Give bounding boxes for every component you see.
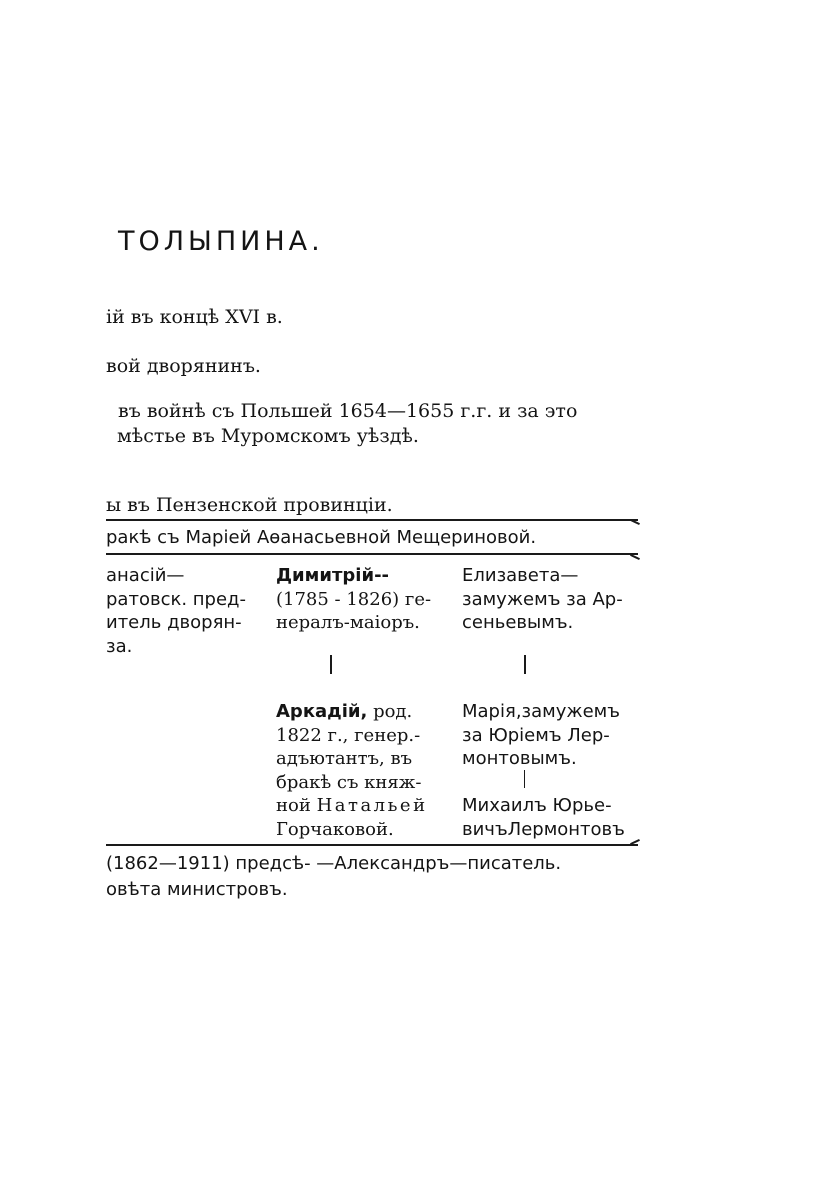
column-line: нералъ-маіоръ.	[276, 612, 420, 633]
column-line: анасій—	[106, 565, 185, 586]
column-afanasy	[106, 564, 246, 658]
descent-line	[524, 655, 526, 674]
column-line: бракѣ съ княж-	[276, 771, 422, 793]
column-line: Михаилъ Юрье-	[462, 795, 612, 816]
column-line: за.	[106, 635, 133, 657]
column-line: монтовымъ.	[462, 748, 577, 769]
text-line-2: вой дворянинъ.	[106, 355, 261, 377]
column-line: замужемъ за Ар-	[462, 588, 623, 610]
bottom-line-2: овѣта министровъ.	[106, 879, 288, 900]
column-maria	[462, 700, 620, 771]
spaced-name: Натальей	[316, 795, 428, 816]
column-line	[276, 794, 428, 818]
column-line: Горчаковой.	[276, 818, 394, 840]
column-line: (1785 - 1826) ге-	[276, 588, 432, 610]
descent-line	[330, 655, 332, 674]
marriage-line: ракѣ съ Маріей Аѳанасьевной Мещериновой.	[106, 527, 537, 548]
column-line-part: ной	[276, 795, 317, 816]
column-mikhail	[462, 794, 625, 841]
table-bottom-rule	[106, 844, 638, 846]
column-line-rest: род.	[367, 701, 413, 722]
column-line: адъютантъ, въ	[276, 748, 413, 769]
person-name: Димитрій--	[276, 565, 390, 586]
text-line-1: ій въ концѣ XVI в.	[106, 306, 283, 328]
table-top-rule	[106, 519, 638, 521]
bottom-line-1: (1862—1911) предсѣ- —Александръ—писатель.	[106, 853, 562, 874]
page-title: ТОЛЫПИНА.	[118, 226, 324, 257]
column-line: итель дворян-	[106, 612, 242, 633]
column-line: сеньевымъ.	[462, 612, 574, 633]
column-arkady	[276, 700, 428, 841]
column-elizaveta	[462, 564, 623, 635]
column-line: ратовск. пред-	[106, 588, 246, 610]
column-line: Марія,замужемъ	[462, 701, 620, 722]
column-line: вичъЛермонтовъ	[462, 818, 625, 840]
person-name: Аркадій,	[276, 701, 368, 722]
column-dimitry	[276, 564, 431, 635]
descent-line	[524, 770, 525, 788]
text-line-3: въ войнѣ съ Польшей 1654—1655 г.г. и за это	[118, 400, 578, 422]
table-second-rule	[106, 553, 638, 555]
column-line	[276, 700, 428, 724]
column-line: 1822 г., генер.-	[276, 724, 421, 746]
column-line: Елизавета—	[462, 565, 579, 586]
column-line: за Юріемъ Лер-	[462, 724, 610, 746]
text-line-5: ы въ Пензенской провинціи.	[106, 494, 393, 516]
text-line-4: мѣстье въ Муромскомъ уѣздѣ.	[117, 425, 419, 447]
